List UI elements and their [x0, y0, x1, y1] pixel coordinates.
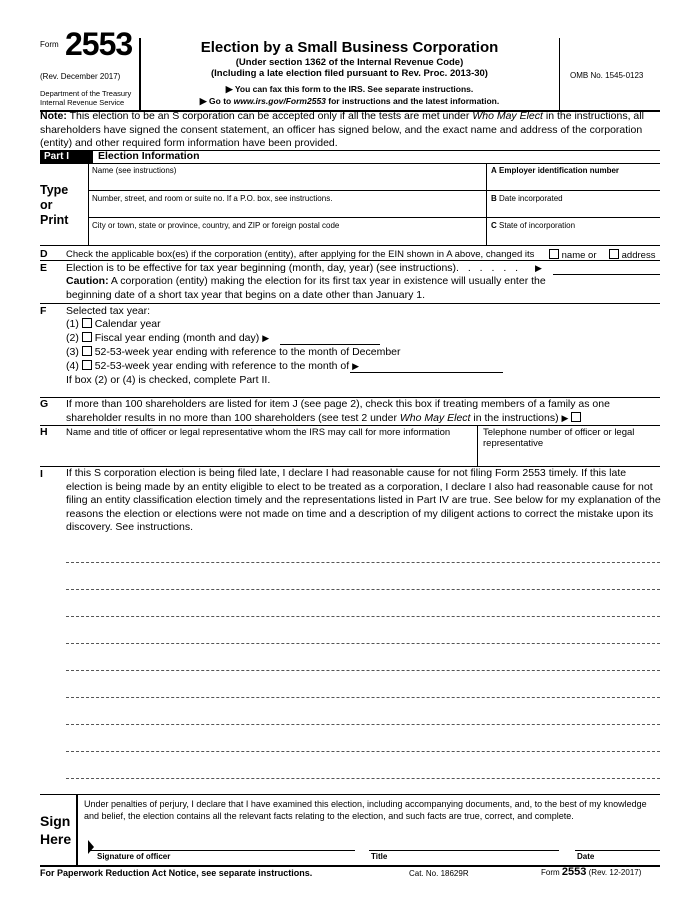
address-field-label: Number, street, and room or suite no. If a P.O. box, see instructions.: [92, 194, 333, 203]
form-word: Form: [40, 40, 59, 49]
explanation-line: [66, 670, 660, 671]
irs-link[interactable]: www.irs.gov/Form2553: [233, 96, 326, 106]
date-incorporated-label: B Date incorporated: [491, 194, 563, 203]
signature-arrow-icon: [88, 840, 94, 854]
explanation-line: [66, 778, 660, 779]
perjury-declaration: Under penalties of perjury, I declare that I have examined this election, including accompanying documents, and, to the best of my knowledge and belief, the election contains all the relevant facts relating to the election, and such facts are true, correct, and complete.: [84, 799, 647, 821]
omb-number: OMB No. 1545-0123: [570, 71, 644, 80]
signature-date-field[interactable]: [575, 850, 660, 851]
line-e-text: Election is to be effective for tax year beginning (month, day, year) (see instructions): [66, 262, 457, 274]
title-label: Title: [371, 852, 388, 861]
catalog-number: Cat. No. 18629R: [409, 869, 469, 878]
calendar-year-checkbox[interactable]: [82, 318, 92, 328]
explanation-line: [66, 589, 660, 590]
family-shareholder-checkbox[interactable]: [571, 412, 581, 422]
line-g-letter: G: [40, 398, 49, 410]
street-address-field[interactable]: [88, 191, 486, 217]
arrow-right-icon: ▶: [561, 412, 569, 423]
type-or-print-label: Type or Print: [40, 183, 69, 227]
explanation-line: [66, 616, 660, 617]
tax-year-option-1: (1) Calendar year: [66, 318, 161, 330]
officer-phone-label: Telephone number of officer or legal representative: [483, 427, 635, 449]
late-election-statement: If this S corporation election is being filed late, I declare I had reasonable cause for not filing Form 2553 timely. If this late election is being made by an entity eligible to elect to be treated as a corporation, I declare I also had reasonable cause for not filing an entity classification election timely and the representations listed in Part IV are true. See below for my explanation of the reasons the election or elections were not made on time and a description of my diligent actions to correct the mistake upon its discovery. See instructions.: [66, 467, 661, 533]
fax-note: ▶ You can fax this form to the IRS. See separate instructions.: [225, 84, 474, 94]
fiscal-year-checkbox[interactable]: [82, 332, 92, 342]
explanation-line: [66, 751, 660, 752]
state-incorporation-label: C State of incorporation: [491, 221, 576, 230]
footer-form-id: Form 2553 (Rev. 12-2017): [541, 866, 642, 878]
arrow-right-icon: ▶: [352, 361, 360, 371]
sign-here-label: Sign Here: [40, 813, 72, 847]
december-52-53-week-checkbox[interactable]: [82, 346, 92, 356]
state-incorporation-field[interactable]: [487, 218, 660, 245]
city-state-zip-field[interactable]: [88, 218, 486, 245]
line-f-letter: F: [40, 305, 47, 317]
revision-date: (Rev. December 2017): [40, 72, 121, 81]
arrow-right-icon: ▶: [199, 96, 207, 106]
form-subtitle-2: (Including a late election filed pursuant to Rev. Proc. 2013-30): [211, 68, 488, 79]
explanation-line: [66, 697, 660, 698]
address-change-checkbox[interactable]: [609, 249, 619, 259]
explanation-line: [66, 724, 660, 725]
officer-phone-field[interactable]: [478, 426, 660, 466]
tax-year-option-4: (4) 52-53-week year ending with reference to the month of ▶: [66, 360, 360, 372]
line-e-letter: E: [40, 262, 48, 274]
date-label: Date: [577, 852, 595, 861]
officer-signature-field[interactable]: [88, 836, 350, 850]
date-incorporated-field[interactable]: [487, 191, 660, 217]
goto-note: ▶ Go to www.irs.gov/Form2553 for instructions and the latest information.: [199, 96, 500, 106]
line-f-heading: Selected tax year:: [66, 305, 151, 317]
line-f-footer: If box (2) or (4) is checked, complete Part II.: [66, 374, 271, 386]
line-g-text: If more than 100 shareholders are listed for item J (see page 2), check this box if treating members of a family as one shareholder results in no more than 100 shareholders (see test 2 under Who May Elect in the instructions) ▶: [66, 398, 610, 424]
officer-title-field[interactable]: [369, 850, 559, 851]
form-number: 2553: [65, 26, 133, 62]
agency-line: Internal Revenue Service: [40, 98, 125, 107]
ein-field[interactable]: [487, 164, 660, 190]
department-line: Department of the Treasury: [40, 89, 132, 98]
name-field-label: Name (see instructions): [92, 166, 177, 175]
part-1-title: Election Information: [98, 150, 200, 162]
officer-name-title-field[interactable]: [62, 426, 477, 466]
month-52-53-week-checkbox[interactable]: [82, 360, 92, 370]
ein-label: A Employer identification number: [491, 166, 620, 175]
note-paragraph: Note: This election to be an S corporation can be accepted only if all the tests are met under Who May Elect in the instructions, all shareholders have signed the consent statement, an officer has signed below, and the exact name and address of the corporation (entity) and other required form information have been provided.: [40, 110, 644, 149]
corporation-name-field[interactable]: [88, 164, 486, 190]
form-subtitle-1: (Under section 1362 of the Internal Revenue Code): [235, 57, 464, 68]
signature-label: Signature of officer: [97, 852, 171, 861]
part-1-tag: Part I: [40, 151, 93, 163]
arrow-right-icon: ▶: [535, 263, 542, 273]
officer-name-label: Name and title of officer or legal representative whom the IRS may call for more information: [66, 427, 451, 438]
line-h-letter: H: [40, 426, 48, 438]
tax-year-option-2: (2) Fiscal year ending (month and day) ▶: [66, 332, 270, 344]
line-d-letter: D: [40, 248, 48, 260]
address-change-option: address: [609, 249, 655, 261]
arrow-right-icon: ▶: [262, 333, 270, 343]
name-change-option: name or: [549, 249, 597, 261]
name-change-checkbox[interactable]: [549, 249, 559, 259]
explanation-line: [66, 643, 660, 644]
arrow-right-icon: ▶: [225, 84, 233, 94]
explanation-line: [66, 562, 660, 563]
week-year-month-field[interactable]: [350, 372, 503, 373]
line-e-leader-dots: . . . . . .: [456, 262, 522, 274]
caution-text: Caution: A corporation (entity) making the election for its first tax year in existence will usually enter the beginning date of a short tax year that begins on a date other than January 1.: [66, 275, 546, 301]
tax-year-option-3: (3) 52-53-week year ending with reference to the month of December: [66, 346, 401, 358]
effective-date-field[interactable]: [553, 274, 660, 275]
fiscal-year-end-field[interactable]: [280, 344, 380, 345]
form-title: Election by a Small Business Corporation: [200, 39, 499, 56]
city-field-label: City or town, state or province, country, and ZIP or foreign postal code: [92, 221, 340, 230]
paperwork-notice: For Paperwork Reduction Act Notice, see separate instructions.: [40, 868, 313, 878]
line-d-text: Check the applicable box(es) if the corporation (entity), after applying for the EIN shown in A above, changed its: [66, 249, 535, 260]
line-i-letter: I: [40, 468, 43, 480]
